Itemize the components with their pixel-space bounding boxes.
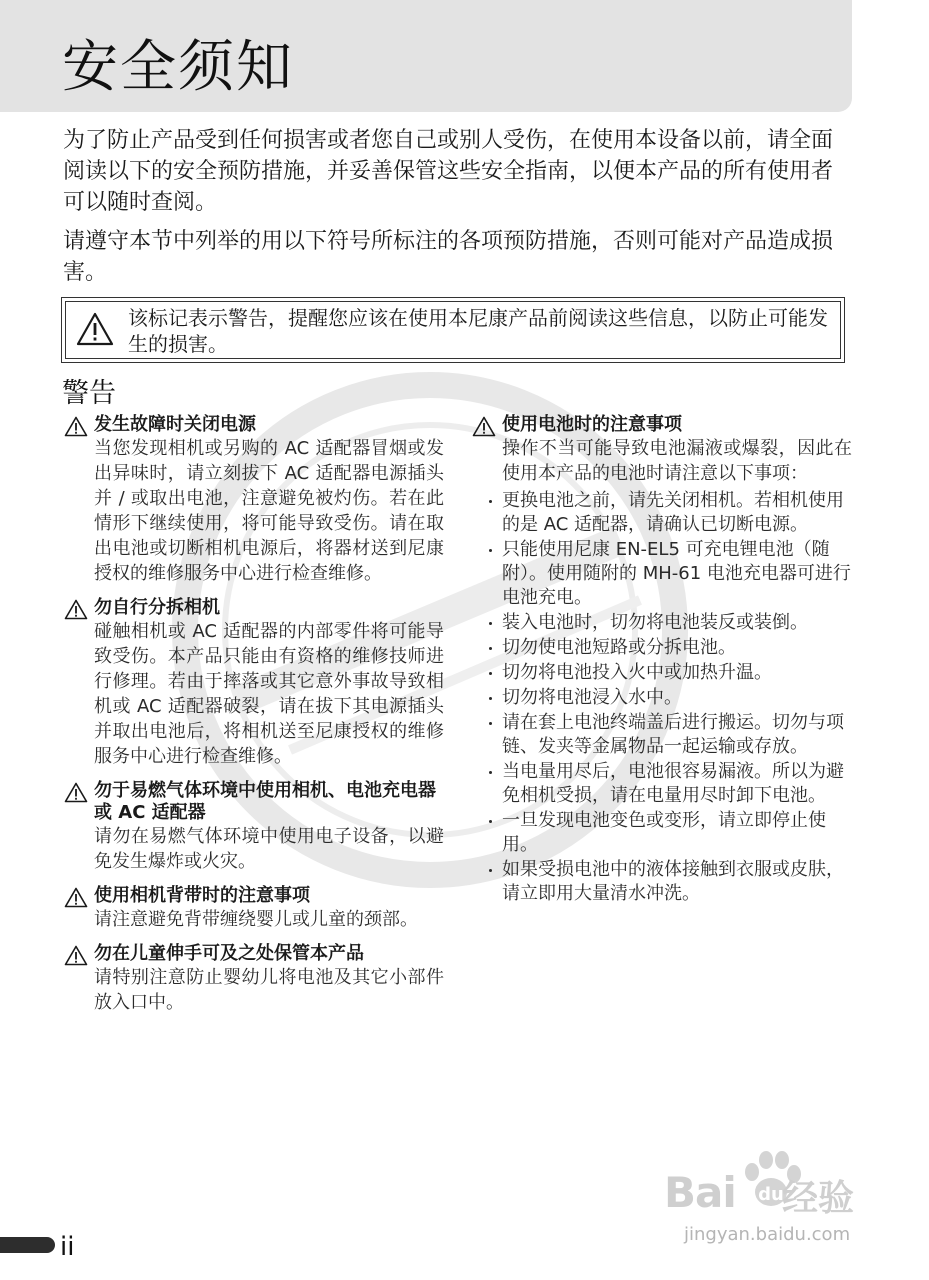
list-item: 一旦发现电池变色或变形，请立即停止使用。 (502, 809, 852, 857)
list-item: 请在套上电池终端盖后进行搬运。切勿与项链、发夹等金属物品一起运输或存放。 (502, 711, 852, 759)
warning-item (64, 943, 444, 1015)
warning-item-body: 请注意避免背带缠绕婴儿或儿童的颈部。 (94, 909, 418, 930)
warning-item (64, 885, 444, 932)
list-item: 如果受损电池中的液体接触到衣服或皮肤，请立即用大量清水冲洗。 (502, 858, 852, 906)
list-item: 切勿将电池投入火中或加热升温。 (502, 661, 852, 685)
page-tab (0, 1237, 55, 1253)
warning-item (472, 414, 852, 906)
warnings-heading: 警告 (62, 378, 116, 409)
warning-item-body: 碰触相机或 AC 适配器的内部零件将可能导致受伤。本产品只能由有资格的维修技师进行修理。若由于摔落或其它意外事故导致相机或 AC 适配器破裂，请在拔下其电源插头并取出电池后，将相机送至尼康授权的维修服务中心进行检查维修。 (94, 621, 444, 767)
list-item: 更换电池之前，请先关闭相机。若相机使用的是 AC 适配器，请确认已切断电源。 (502, 489, 852, 537)
baidu-jingyan-logo (664, 1140, 894, 1250)
intro-paragraph: 为了防止产品受到任何损害或者您自己或别人受伤，在使用本设备以前，请全面阅读以下的安全预防措施，并妥善保管这些安全指南，以便本产品的所有使用者可以随时查阅。 (63, 128, 834, 215)
baidu-wordmark: Bai (664, 1168, 736, 1217)
page-number: ii (60, 1232, 75, 1262)
intro-paragraph: 请遵守本节中列举的用以下符号所标注的各项预防措施，否则可能对产品造成损害。 (63, 229, 834, 285)
list-item: 切勿将电池浸入水中。 (502, 686, 852, 710)
warning-item-body: 当您发现相机或另购的 AC 适配器冒烟或发出异味时，请立刻拔下 AC 适配器电源插头并 / 或取出电池，注意避免被灼伤。若在此情形下继续使用，将可能导致受伤。请在取出电池或切断相机电源后，将器材送到尼康授权的维修服务中心进行检查维修。 (94, 438, 444, 584)
warning-triangle-icon (64, 782, 88, 803)
notice-text: 该标记表示警告，提醒您应该在使用本尼康产品前阅读这些信息，以防止可能发生的损害。 (128, 306, 828, 356)
list-item: 当电量用尽后，电池很容易漏液。所以为避免相机受损，请在电量用尽时卸下电池。 (502, 760, 852, 808)
warning-item (64, 414, 444, 586)
warning-item-title: 勿于易燃气体环境中使用相机、电池充电器或 AC 适配器 (94, 780, 436, 823)
list-item: 切勿使电池短路或分拆电池。 (502, 636, 852, 660)
warning-item-title: 使用电池时的注意事项 (502, 414, 682, 435)
paw-du-text: du (758, 1184, 784, 1205)
warnings-left-column (64, 414, 444, 1026)
warning-item-title: 勿在儿童伸手可及之处保管本产品 (94, 943, 364, 964)
warning-triangle-icon (64, 416, 88, 437)
warning-item-body: 请勿在易燃气体环境中使用电子设备，以避免发生爆炸或火灾。 (94, 826, 444, 872)
warning-item-title: 使用相机背带时的注意事项 (94, 885, 310, 906)
warning-triangle-icon (64, 887, 88, 908)
list-item: 装入电池时，切勿将电池装反或装倒。 (502, 611, 852, 635)
warning-item-body: 请特别注意防止婴幼儿将电池及其它小部件放入口中。 (94, 967, 444, 1013)
warning-item-title: 勿自行分拆相机 (94, 597, 220, 618)
warning-item (64, 780, 444, 874)
list-item: 只能使用尼康 EN-EL5 可充电锂电池（随附）。使用随附的 MH-61 电池充电器可进行电池充电。 (502, 539, 851, 608)
warning-item (64, 597, 444, 769)
baidu-jingyan-text: 经验 (782, 1178, 855, 1219)
warning-triangle-icon (76, 312, 114, 346)
battery-precautions-list (502, 489, 852, 906)
warning-notice-box (61, 297, 845, 363)
warning-triangle-icon (64, 945, 88, 966)
page-title: 安全须知 (62, 35, 294, 100)
baidu-url: jingyan.baidu.com (684, 1224, 851, 1245)
warning-triangle-icon (472, 416, 496, 437)
warning-item-title: 发生故障时关闭电源 (94, 414, 256, 435)
warning-triangle-icon (64, 599, 88, 620)
warnings-right-column (472, 414, 852, 917)
warning-item-body: 操作不当可能导致电池漏液或爆裂，因此在使用本产品的电池时请注意以下事项： (502, 438, 852, 484)
